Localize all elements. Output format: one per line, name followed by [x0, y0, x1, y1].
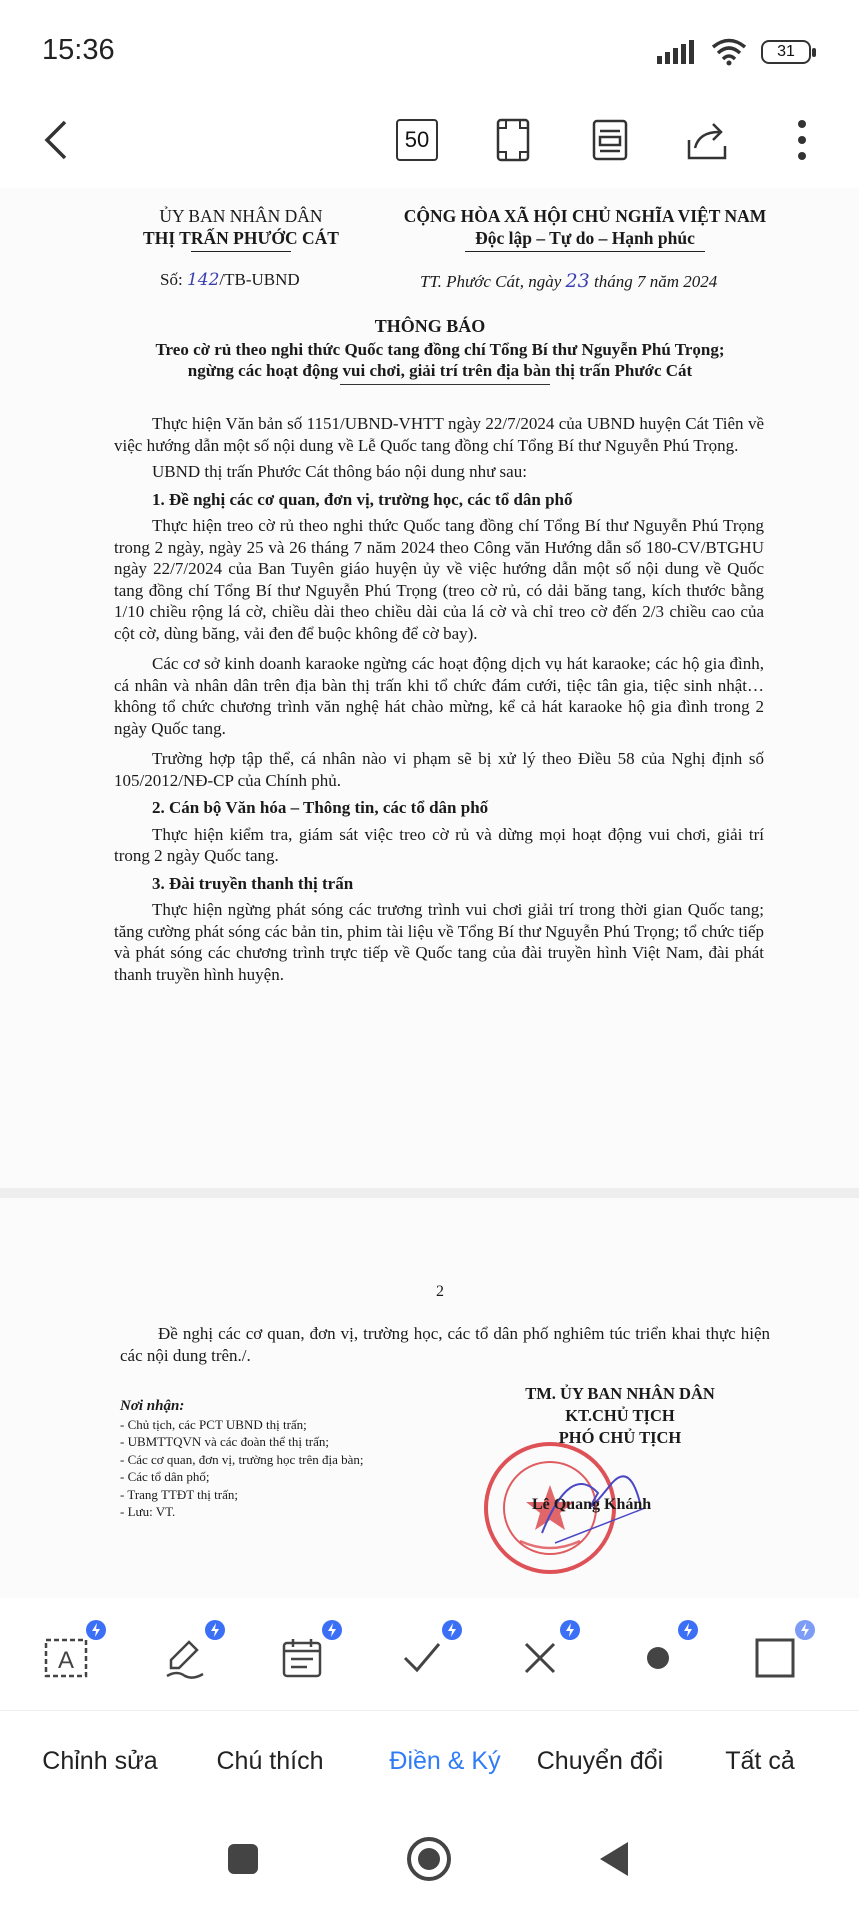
- recipients-list: [120, 1398, 364, 1521]
- section-heading-1: 1. Đề nghị các cơ quan, đơn vị, trường học, các tổ dân phố: [152, 489, 573, 509]
- mode-tabs: [0, 1710, 859, 1811]
- text-box-tool[interactable]: [36, 1628, 96, 1688]
- nation-line-1: CỘNG HÒA XÃ HỘI CHỦ NGHĨA VIỆT NAM: [403, 206, 767, 226]
- recipient-item: - Chủ tịch, các PCT UBND thị trấn;: [120, 1416, 307, 1432]
- calendar-icon: [281, 1637, 323, 1679]
- recents-button[interactable]: [218, 1834, 268, 1884]
- subtitle-line-1: Treo cờ rủ theo nghi thức Quốc tang đồng chí Tổng Bí thư Nguyễn Phú Trọng;: [155, 340, 725, 359]
- issuer-header: [118, 205, 364, 252]
- status-time: 15:36: [42, 34, 115, 66]
- fullscreen-icon: [496, 118, 530, 162]
- document-number-prefix: Số:: [160, 270, 187, 289]
- nation-header: [390, 205, 780, 252]
- more-vertical-icon: [797, 119, 807, 161]
- document-body: [114, 413, 764, 985]
- document-view-icon: [592, 119, 628, 161]
- page-count: 50: [404, 127, 430, 152]
- recipient-item: - Các cơ quan, đơn vị, trường học trên địa bàn;: [120, 1451, 364, 1467]
- signer-name: Lê Quang Khánh: [532, 1496, 652, 1513]
- recipients-heading: Nơi nhận:: [120, 1398, 185, 1414]
- document-subtitle: [100, 339, 780, 381]
- tab-annotate[interactable]: Chú thích: [216, 1747, 324, 1775]
- document-number: [160, 270, 300, 290]
- issuer-line-1: ỦY BAN NHÂN DÂN: [159, 206, 323, 226]
- system-nav-bar: [0, 1810, 859, 1908]
- rectangle-icon: [754, 1637, 796, 1679]
- paragraph: Thực hiện Văn bản số 1151/UBND-VHTT ngày 22/7/2024 của UBND huyện Cát Tiên về việc hướng dẫn một số nội dung về Lễ Quốc tang đồng chí Tổng Bí thư Nguyễn Phú Trọng.: [114, 414, 764, 455]
- checkmark-icon: [401, 1640, 443, 1676]
- recipient-item: - Các tổ dân phố;: [120, 1469, 210, 1484]
- paragraph: UBND thị trấn Phước Cát thông báo nội dung như sau:: [152, 462, 527, 481]
- rectangle-tool[interactable]: [745, 1628, 805, 1688]
- subtitle-underline: [340, 384, 550, 385]
- fullscreen-button[interactable]: [485, 112, 541, 168]
- fill-sign-toolbar: [0, 1598, 859, 1710]
- triangle-back-icon: [598, 1840, 632, 1878]
- paragraph: Thực hiện kiểm tra, giám sát việc treo cờ rủ và dừng mọi hoạt động vui chơi, giải trí trong 2 ngày Quốc tang.: [114, 824, 764, 865]
- battery-level: 31: [777, 43, 795, 60]
- chevron-left-icon: [41, 118, 71, 162]
- tab-convert[interactable]: Chuyển đổi: [536, 1747, 664, 1775]
- document-date: [420, 270, 717, 292]
- sign-line-2: KT.CHỦ TỊCH: [565, 1406, 675, 1425]
- signature-block: [480, 1383, 760, 1449]
- more-options-button[interactable]: [774, 112, 830, 168]
- premium-badge-icon: [205, 1620, 225, 1640]
- sign-line-3: PHÓ CHỦ TỊCH: [558, 1428, 682, 1447]
- tab-fill-sign[interactable]: Điền & Ký: [389, 1747, 501, 1775]
- share-icon: [685, 120, 729, 160]
- document-page-2: [0, 1198, 859, 1598]
- tab-all[interactable]: Tất cả: [725, 1747, 795, 1775]
- subtitle-line-2: ngừng các hoạt động vui chơi, giải trí trên địa bàn thị trấn Phước Cát: [187, 361, 693, 380]
- cross-icon: [522, 1640, 558, 1676]
- share-button[interactable]: [679, 112, 735, 168]
- paragraph: Thực hiện treo cờ rủ theo nghi thức Quốc tang đồng chí Tổng Bí thư Nguyễn Phú Trọng trong 2 ngày, ngày 25 và 26 tháng 7 năm 2024 theo Công văn Hướng dẫn số 180-CV/BTGHU ngày 22/7/2024 của Ban Tuyên giáo huyện ủy về việc hướng dẫn một số nội dung về Quốc tang đồng chí Tổng Bí thư Nguyễn Phú Trọng (treo cờ rủ, có dải băng tang, kích thước bằng 1/10 chiều rộng lá cờ, chiều dài theo chiều dài của lá cờ và chỉ treo cờ đến 2/3 chiều cao của cột cờ, dùng băng, vải đen để buộc không để cờ bay).: [114, 516, 764, 643]
- page-count-button[interactable]: [389, 112, 445, 168]
- battery-icon: [761, 40, 811, 64]
- back-button[interactable]: [28, 112, 84, 168]
- date-day-handwritten: 23: [565, 270, 590, 292]
- premium-badge-icon: [322, 1620, 342, 1640]
- status-bar: [0, 0, 859, 100]
- premium-badge-icon: [795, 1620, 815, 1640]
- home-circle-icon: [406, 1836, 452, 1882]
- closing-paragraph: Đề nghị các cơ quan, đơn vị, trường học, các tổ dân phố nghiêm túc triển khai thực hiện các nội dung trên./.: [120, 1324, 770, 1365]
- top-toolbar: [0, 100, 859, 188]
- nation-underline: [465, 251, 705, 252]
- signature-tool[interactable]: [155, 1628, 215, 1688]
- signal-icon: [657, 40, 697, 64]
- document-page-1: [0, 188, 859, 1188]
- premium-badge-icon: [678, 1620, 698, 1640]
- dot-tool[interactable]: [628, 1628, 688, 1688]
- recipient-item: - Lưu: VT.: [120, 1504, 176, 1519]
- document-title: THÔNG BÁO: [374, 316, 486, 336]
- checkmark-tool[interactable]: [392, 1628, 452, 1688]
- back-nav-button[interactable]: [590, 1834, 640, 1884]
- recipient-item: - Trang TTĐT thị trấn;: [120, 1486, 238, 1502]
- document-number-handwritten: 142: [186, 270, 220, 290]
- recipient-item: - UBMTTQVN và các đoàn thể thị trấn;: [120, 1434, 330, 1449]
- paragraph: Trường hợp tập thể, cá nhân nào vi phạm sẽ bị xử lý theo Điều 58 của Nghị định số 105/2012/NĐ-CP của Chính phủ.: [114, 749, 764, 790]
- date-tool[interactable]: [272, 1628, 332, 1688]
- page-count-badge: [396, 119, 438, 161]
- section-heading-3: 3. Đài truyền thanh thị trấn: [152, 873, 354, 893]
- issuer-line-2: THỊ TRẤN PHƯỚC CÁT: [143, 228, 339, 248]
- document-viewer[interactable]: [0, 188, 859, 1598]
- text-box-icon: [44, 1638, 88, 1678]
- page-number: 2: [436, 1283, 444, 1300]
- status-icons: [657, 38, 811, 66]
- wifi-icon: [711, 38, 747, 66]
- paragraph: Các cơ sở kinh doanh karaoke ngừng các hoạt động dịch vụ hát karaoke; các hộ gia đình, cá nhân và nhân dân trên địa bàn thị trấn khi tổ chức đám cưới, tiệc tân gia, tiệc sinh nhật… không tổ chức chương trình văn nghệ hát chào mừng, kể cả hát karaoke hộ gia đình trong 2 ngày Quốc tang.: [114, 654, 764, 738]
- cross-tool[interactable]: [510, 1628, 570, 1688]
- tab-edit[interactable]: Chỉnh sửa: [42, 1747, 158, 1775]
- date-prefix: TT. Phước Cát, ngày: [420, 272, 566, 291]
- home-button[interactable]: [404, 1834, 454, 1884]
- document-number-suffix: /TB-UBND: [219, 270, 300, 289]
- sign-line-1: TM. ỦY BAN NHÂN DÂN: [525, 1384, 715, 1403]
- premium-badge-icon: [442, 1620, 462, 1640]
- issuer-underline: [191, 251, 291, 252]
- date-suffix: tháng 7 năm 2024: [589, 272, 718, 291]
- svg-text:A: A: [57, 1647, 75, 1674]
- section-heading-2: 2. Cán bộ Văn hóa – Thông tin, các tổ dân phố: [152, 798, 489, 817]
- premium-badge-icon: [86, 1620, 106, 1640]
- dot-icon: [644, 1644, 672, 1672]
- paragraph: Thực hiện ngừng phát sóng các trương trình vui chơi giải trí trong thời gian Quốc tang; tăng cường phát sóng các bản tin, phim tài liệu về Tổng Bí thư Nguyễn Phú Trọng; tổ chức tiếp và phát sóng các chương trình trực tiếp về Quốc tang của đài truyền hình Việt Nam, đài phát thanh truyền hình huyện.: [114, 900, 764, 984]
- reading-mode-button[interactable]: [582, 112, 638, 168]
- nation-line-2: Độc lập – Tự do – Hạnh phúc: [475, 228, 695, 248]
- pen-sign-icon: [163, 1636, 207, 1680]
- premium-badge-icon: [560, 1620, 580, 1640]
- square-icon: [226, 1842, 260, 1876]
